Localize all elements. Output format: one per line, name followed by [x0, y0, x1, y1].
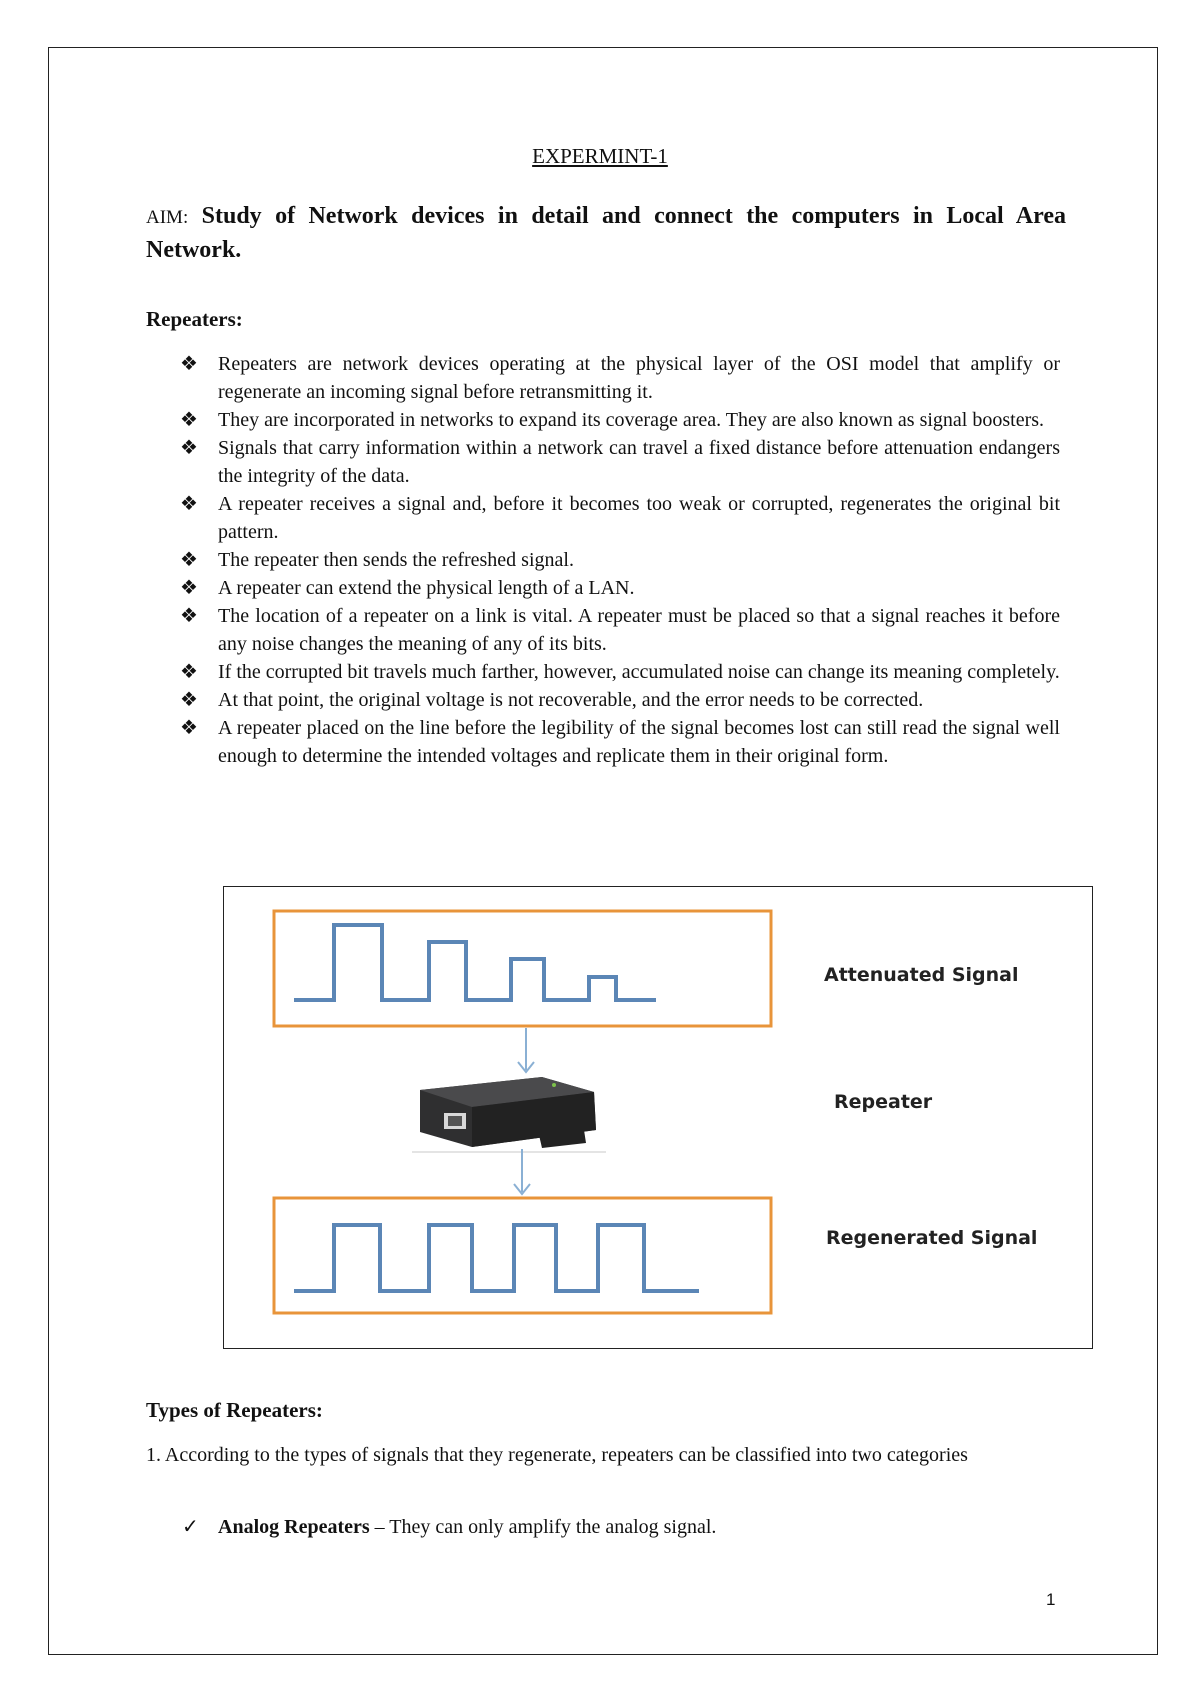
diamond-bullet-icon: ❖ — [180, 493, 198, 515]
list-item: ❖ If the corrupted bit travels much farther, however, accumulated noise can change its meaning completely. — [180, 658, 1060, 686]
attenuated-signal-label: Attenuated Signal — [824, 964, 1019, 986]
analog-repeaters-item — [182, 1514, 716, 1539]
regenerated-signal-label: Regenerated Signal — [826, 1227, 1038, 1249]
list-item: ❖ A repeater placed on the line before the legibility of the signal becomes lost can still read the signal well enough to determine the intended voltages and replicate them in their original form. — [180, 714, 1060, 770]
list-item: ❖ Repeaters are network devices operating at the physical layer of the OSI model that amplify or regenerate an incoming signal before retransmitting it. — [180, 350, 1060, 406]
diamond-bullet-icon: ❖ — [180, 717, 198, 739]
list-item: ❖ The repeater then sends the refreshed signal. — [180, 546, 1060, 574]
experiment-title: EXPERMINT-1 — [532, 144, 668, 168]
analog-term: Analog Repeaters — [218, 1516, 370, 1538]
diamond-bullet-icon: ❖ — [180, 409, 198, 431]
types-intro-paragraph: 1. According to the types of signals that they regenerate, repeaters can be classified into two categories — [146, 1444, 968, 1466]
diamond-bullet-icon: ❖ — [180, 549, 198, 571]
repeater-diagram-graphic — [224, 887, 1092, 1348]
list-item: ❖ Signals that carry information within a network can travel a fixed distance before attenuation endangers the integrity of the data. — [180, 434, 1060, 490]
diamond-bullet-icon: ❖ — [180, 577, 198, 599]
repeaters-heading: Repeaters: — [146, 307, 243, 331]
regenerated-signal-box — [274, 1198, 771, 1313]
analog-description: – They can only amplify the analog signal. — [369, 1516, 717, 1538]
diamond-bullet-icon: ❖ — [180, 437, 198, 459]
repeater-label: Repeater — [834, 1091, 933, 1113]
checkmark-icon: ✓ — [182, 1516, 199, 1538]
diamond-bullet-icon: ❖ — [180, 353, 198, 375]
diamond-bullet-icon: ❖ — [180, 689, 198, 711]
aim-text: Study of Network devices in detail and connect the computers in Local Area Network. — [146, 203, 1066, 263]
diamond-bullet-icon: ❖ — [180, 605, 198, 627]
repeater-diagram — [223, 886, 1093, 1349]
list-item: ❖ At that point, the original voltage is not recoverable, and the error needs to be corrected. — [180, 686, 1060, 714]
list-item: ❖ A repeater receives a signal and, before it becomes too weak or corrupted, regenerates the original bit pattern. — [180, 490, 1060, 546]
repeater-bullet-list — [180, 350, 1060, 770]
aim-label: AIM: — [146, 207, 189, 228]
attenuated-signal-box — [274, 911, 771, 1026]
page-number: 1 — [1046, 1590, 1056, 1609]
diamond-bullet-icon: ❖ — [180, 661, 198, 683]
list-item: ❖ The location of a repeater on a link is vital. A repeater must be placed so that a signal reaches it before any noise changes the meaning of any of its bits. — [180, 602, 1060, 658]
types-of-repeaters-heading: Types of Repeaters: — [146, 1398, 323, 1422]
list-item: ❖ A repeater can extend the physical length of a LAN. — [180, 574, 1060, 602]
regenerated-signal-wave — [294, 1225, 699, 1291]
aim-statement — [146, 200, 1066, 266]
repeater-device-icon — [412, 1077, 606, 1152]
attenuated-signal-wave — [294, 925, 656, 1000]
list-item: ❖ They are incorporated in networks to expand its coverage area. They are also known as signal boosters. — [180, 406, 1060, 434]
